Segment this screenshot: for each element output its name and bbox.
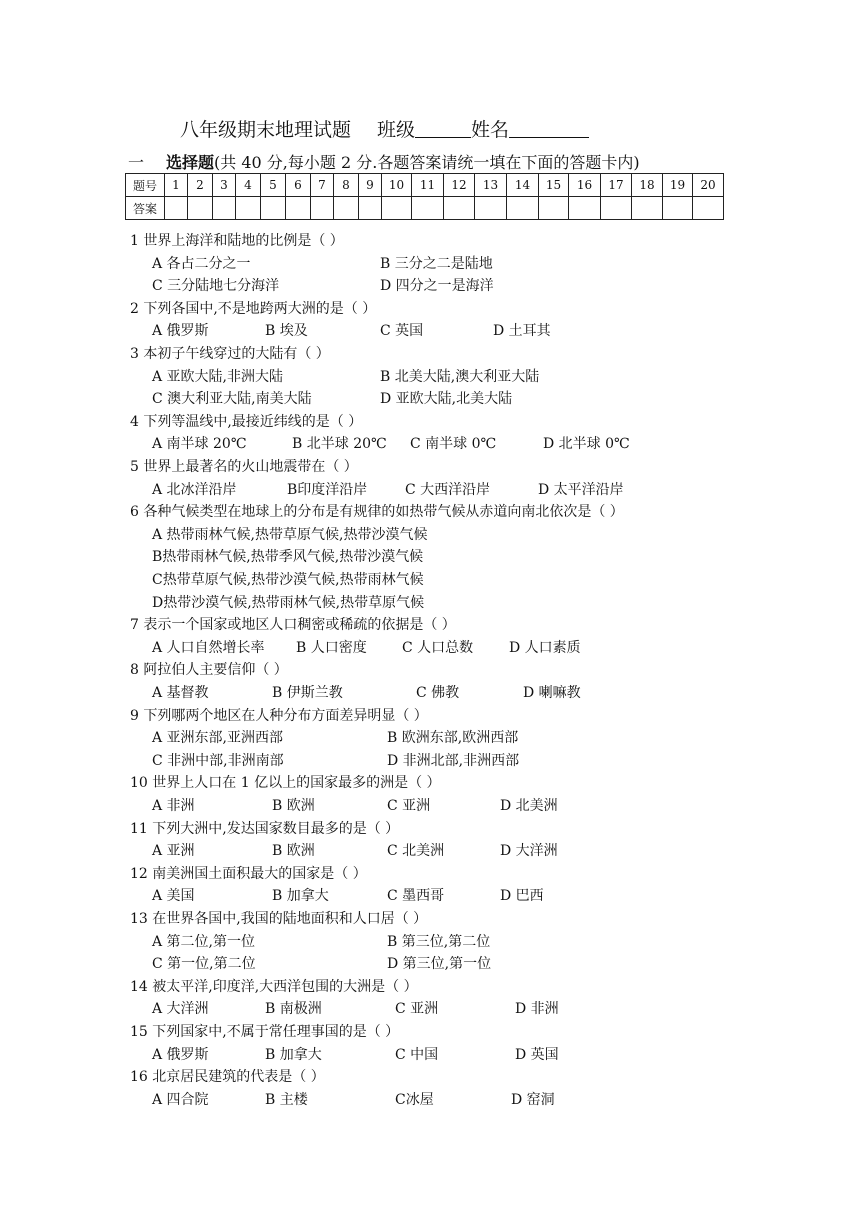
- answer-option: C 亚洲: [395, 1001, 439, 1018]
- answer-option: B印度洋沿岸: [287, 481, 368, 498]
- answer-cell[interactable]: [601, 197, 632, 220]
- answer-option: C 人口总数: [402, 639, 474, 656]
- question-stem: 16 北京居民建筑的代表是（ ）: [130, 1069, 325, 1086]
- answer-option: A 南半球 20℃: [152, 436, 247, 453]
- question-number-cell: 8: [334, 174, 359, 197]
- answer-option: B 伊斯兰教: [272, 685, 343, 701]
- answer-option: A 亚欧大陆,非洲大陆: [152, 368, 284, 385]
- answer-option: D 太平洋沿岸: [538, 481, 624, 498]
- answer-option: A 美国: [152, 888, 195, 905]
- answer-option: C 非洲中部,非洲南部: [152, 752, 284, 769]
- answer-option: B 人口密度: [296, 639, 367, 656]
- answer-option: D 亚欧大陆,北美大陆: [380, 391, 513, 408]
- answer-cell[interactable]: [261, 197, 286, 220]
- answer-cell[interactable]: [188, 197, 213, 220]
- question-number-cell: 9: [359, 174, 382, 197]
- answer-option: B 欧洲东部,欧洲西部: [387, 730, 519, 747]
- answer-option: A 人口自然增长率: [152, 639, 265, 656]
- answer-card-number-row: [126, 174, 724, 197]
- question-number-cell: 5: [261, 174, 286, 197]
- question-stem: 8 阿拉伯人主要信仰（ ）: [130, 662, 288, 679]
- question-number-cell: 20: [693, 174, 724, 197]
- answer-option: D 北美洲: [500, 798, 558, 814]
- question-number-cell: 1: [165, 174, 188, 197]
- question-number-cell: 19: [663, 174, 693, 197]
- answer-option: D 四分之一是海洋: [380, 278, 494, 295]
- answer-option: B 北半球 20℃: [292, 436, 387, 453]
- question-stem: 12 南美洲国土面积最大的国家是（ ）: [130, 865, 367, 882]
- answer-cell[interactable]: [663, 197, 693, 220]
- question-number-cell: 3: [213, 174, 236, 197]
- answer-option: D 非洲北部,非洲西部: [387, 752, 520, 769]
- answer-option: D 英国: [515, 1046, 559, 1063]
- question-number-cell: 16: [569, 174, 601, 197]
- class-label: 班级: [377, 119, 416, 141]
- question-number-cell: 2: [188, 174, 213, 197]
- question-number-cell: 18: [632, 174, 663, 197]
- answer-option: B 埃及: [265, 323, 308, 340]
- answer-option: A 大洋洲: [152, 1001, 209, 1018]
- answer-option: C冰屋: [395, 1091, 434, 1108]
- answer-cell[interactable]: [412, 197, 444, 220]
- answer-option: D 土耳其: [493, 323, 551, 340]
- answer-option: A 基督教: [152, 685, 209, 701]
- question-stem: 11 下列大洲中,发达国家数目最多的是（ ）: [130, 820, 400, 837]
- answer-option: A 俄罗斯: [152, 323, 209, 340]
- answer-option: B 主楼: [265, 1091, 308, 1108]
- answer-option: A 非洲: [152, 798, 195, 814]
- answer-option: C 中国: [395, 1046, 439, 1063]
- question-stem: 14 被太平洋,印度洋,大西洋包围的大洲是（ ）: [130, 978, 418, 995]
- question-number-cell: 6: [286, 174, 311, 197]
- answer-option: C 南半球 0℃: [410, 436, 497, 453]
- question-stem: 3 本初子午线穿过的大陆有（ ）: [130, 346, 330, 362]
- answer-cell[interactable]: [382, 197, 412, 220]
- answer-card: [125, 173, 724, 220]
- answer-option: D热带沙漠气候,热带雨林气候,热带草原气候: [152, 594, 425, 611]
- answer-option: C 墨西哥: [387, 888, 445, 905]
- answer-option: B 欧洲: [272, 798, 315, 814]
- answer-option: A 亚洲东部,亚洲西部: [152, 730, 284, 747]
- answer-option: D 北半球 0℃: [543, 436, 630, 453]
- section-description: (共 40 分,每小题 2 分.各题答案请统一填在下面的答题卡内): [214, 153, 640, 172]
- section-title: 选择题: [166, 153, 215, 172]
- class-blank[interactable]: [415, 119, 471, 138]
- question-number-cell: 15: [539, 174, 569, 197]
- question-stem: 1 世界上海洋和陆地的比例是（ ）: [130, 233, 344, 249]
- answer-option: D 人口素质: [509, 639, 581, 656]
- answer-option: B 北美大陆,澳大利亚大陆: [380, 368, 540, 385]
- row-label-number: 题号: [126, 174, 165, 197]
- answer-option: D 喇嘛教: [523, 685, 581, 701]
- answer-card-answer-row: [126, 197, 724, 220]
- answer-option: B 欧洲: [272, 843, 315, 860]
- answer-cell[interactable]: [632, 197, 663, 220]
- answer-option: C 大西洋沿岸: [405, 481, 491, 498]
- answer-option: A 各占二分之一: [152, 255, 251, 272]
- question-stem: 5 世界上最著名的火山地震带在（ ）: [130, 459, 358, 475]
- answer-cell[interactable]: [444, 197, 475, 220]
- title-text: 八年级期末地理试题: [180, 119, 352, 141]
- answer-option: B热带雨林气候,热带季风气候,热带沙漠气候: [152, 549, 424, 566]
- question-stem: 4 下列等温线中,最接近纬线的是（ ）: [130, 413, 363, 430]
- answer-option: D 第三位,第一位: [387, 956, 492, 973]
- answer-cell[interactable]: [569, 197, 601, 220]
- name-blank[interactable]: [509, 119, 589, 138]
- question-stem: 15 下列国家中,不属于常任理事国的是（ ）: [130, 1024, 400, 1040]
- answer-option: A 热带雨林气候,热带草原气候,热带沙漠气候: [152, 526, 428, 543]
- answer-option: C热带草原气候,热带沙漠气候,热带雨林气候: [152, 572, 424, 588]
- question-stem: 6 各种气候类型在地球上的分布是有规律的如热带气候从赤道向南北依次是（ ）: [130, 504, 624, 521]
- answer-cell[interactable]: [236, 197, 261, 220]
- answer-option: C 第一位,第二位: [152, 956, 256, 973]
- answer-option: B 南极洲: [265, 1001, 322, 1018]
- answer-option: C 佛教: [416, 685, 460, 701]
- answer-option: C 三分陆地七分海洋: [152, 278, 280, 295]
- answer-option: C 澳大利亚大陆,南美大陆: [152, 391, 312, 408]
- question-number-cell: 17: [601, 174, 632, 197]
- answer-option: B 第三位,第二位: [387, 933, 491, 950]
- answer-option: A 亚洲: [152, 843, 195, 860]
- question-stem: 2 下列各国中,不是地跨两大洲的是（ ）: [130, 300, 377, 317]
- name-label: 姓名: [471, 119, 510, 141]
- section-heading: [128, 150, 640, 173]
- question-number-cell: 13: [475, 174, 507, 197]
- row-label-answer: 答案: [126, 197, 165, 220]
- answer-option: D 窑洞: [511, 1091, 555, 1108]
- answer-cell[interactable]: [507, 197, 539, 220]
- answer-cell[interactable]: [475, 197, 507, 220]
- answer-cell[interactable]: [165, 197, 188, 220]
- answer-cell[interactable]: [359, 197, 382, 220]
- answer-cell[interactable]: [213, 197, 236, 220]
- question-number-cell: 7: [311, 174, 334, 197]
- answer-option: C 英国: [380, 323, 424, 340]
- exam-title: [180, 115, 589, 142]
- question-number-cell: 4: [236, 174, 261, 197]
- question-number-cell: 11: [412, 174, 444, 197]
- question-stem: 9 下列哪两个地区在人种分布方面差异明显（ ）: [130, 707, 428, 724]
- question-stem: 10 世界上人口在 1 亿以上的国家最多的洲是（ ）: [130, 775, 441, 792]
- answer-option: A 俄罗斯: [152, 1046, 209, 1063]
- answer-option: B 三分之二是陆地: [380, 255, 493, 272]
- answer-option: D 非洲: [515, 1001, 559, 1018]
- answer-option: D 大洋洲: [500, 843, 558, 860]
- answer-cell[interactable]: [334, 197, 359, 220]
- question-stem: 13 在世界各国中,我国的陆地面积和人口居（ ）: [130, 911, 428, 927]
- question-number-cell: 12: [444, 174, 475, 197]
- answer-option: A 北冰洋沿岸: [152, 481, 237, 498]
- question-number-cell: 14: [507, 174, 539, 197]
- question-number-cell: 10: [382, 174, 412, 197]
- answer-cell[interactable]: [539, 197, 569, 220]
- answer-cell[interactable]: [286, 197, 311, 220]
- answer-option: A 四合院: [152, 1091, 209, 1108]
- answer-cell[interactable]: [693, 197, 724, 220]
- answer-option: D 巴西: [500, 888, 544, 905]
- answer-option: B 加拿大: [272, 888, 329, 905]
- answer-option: B 加拿大: [265, 1046, 322, 1063]
- answer-option: C 亚洲: [387, 798, 431, 814]
- answer-option: C 北美洲: [387, 843, 445, 860]
- section-number: 一: [128, 153, 145, 172]
- answer-cell[interactable]: [311, 197, 334, 220]
- answer-option: A 第二位,第一位: [152, 933, 256, 950]
- question-stem: 7 表示一个国家或地区人口稠密或稀疏的依据是（ ）: [130, 617, 456, 634]
